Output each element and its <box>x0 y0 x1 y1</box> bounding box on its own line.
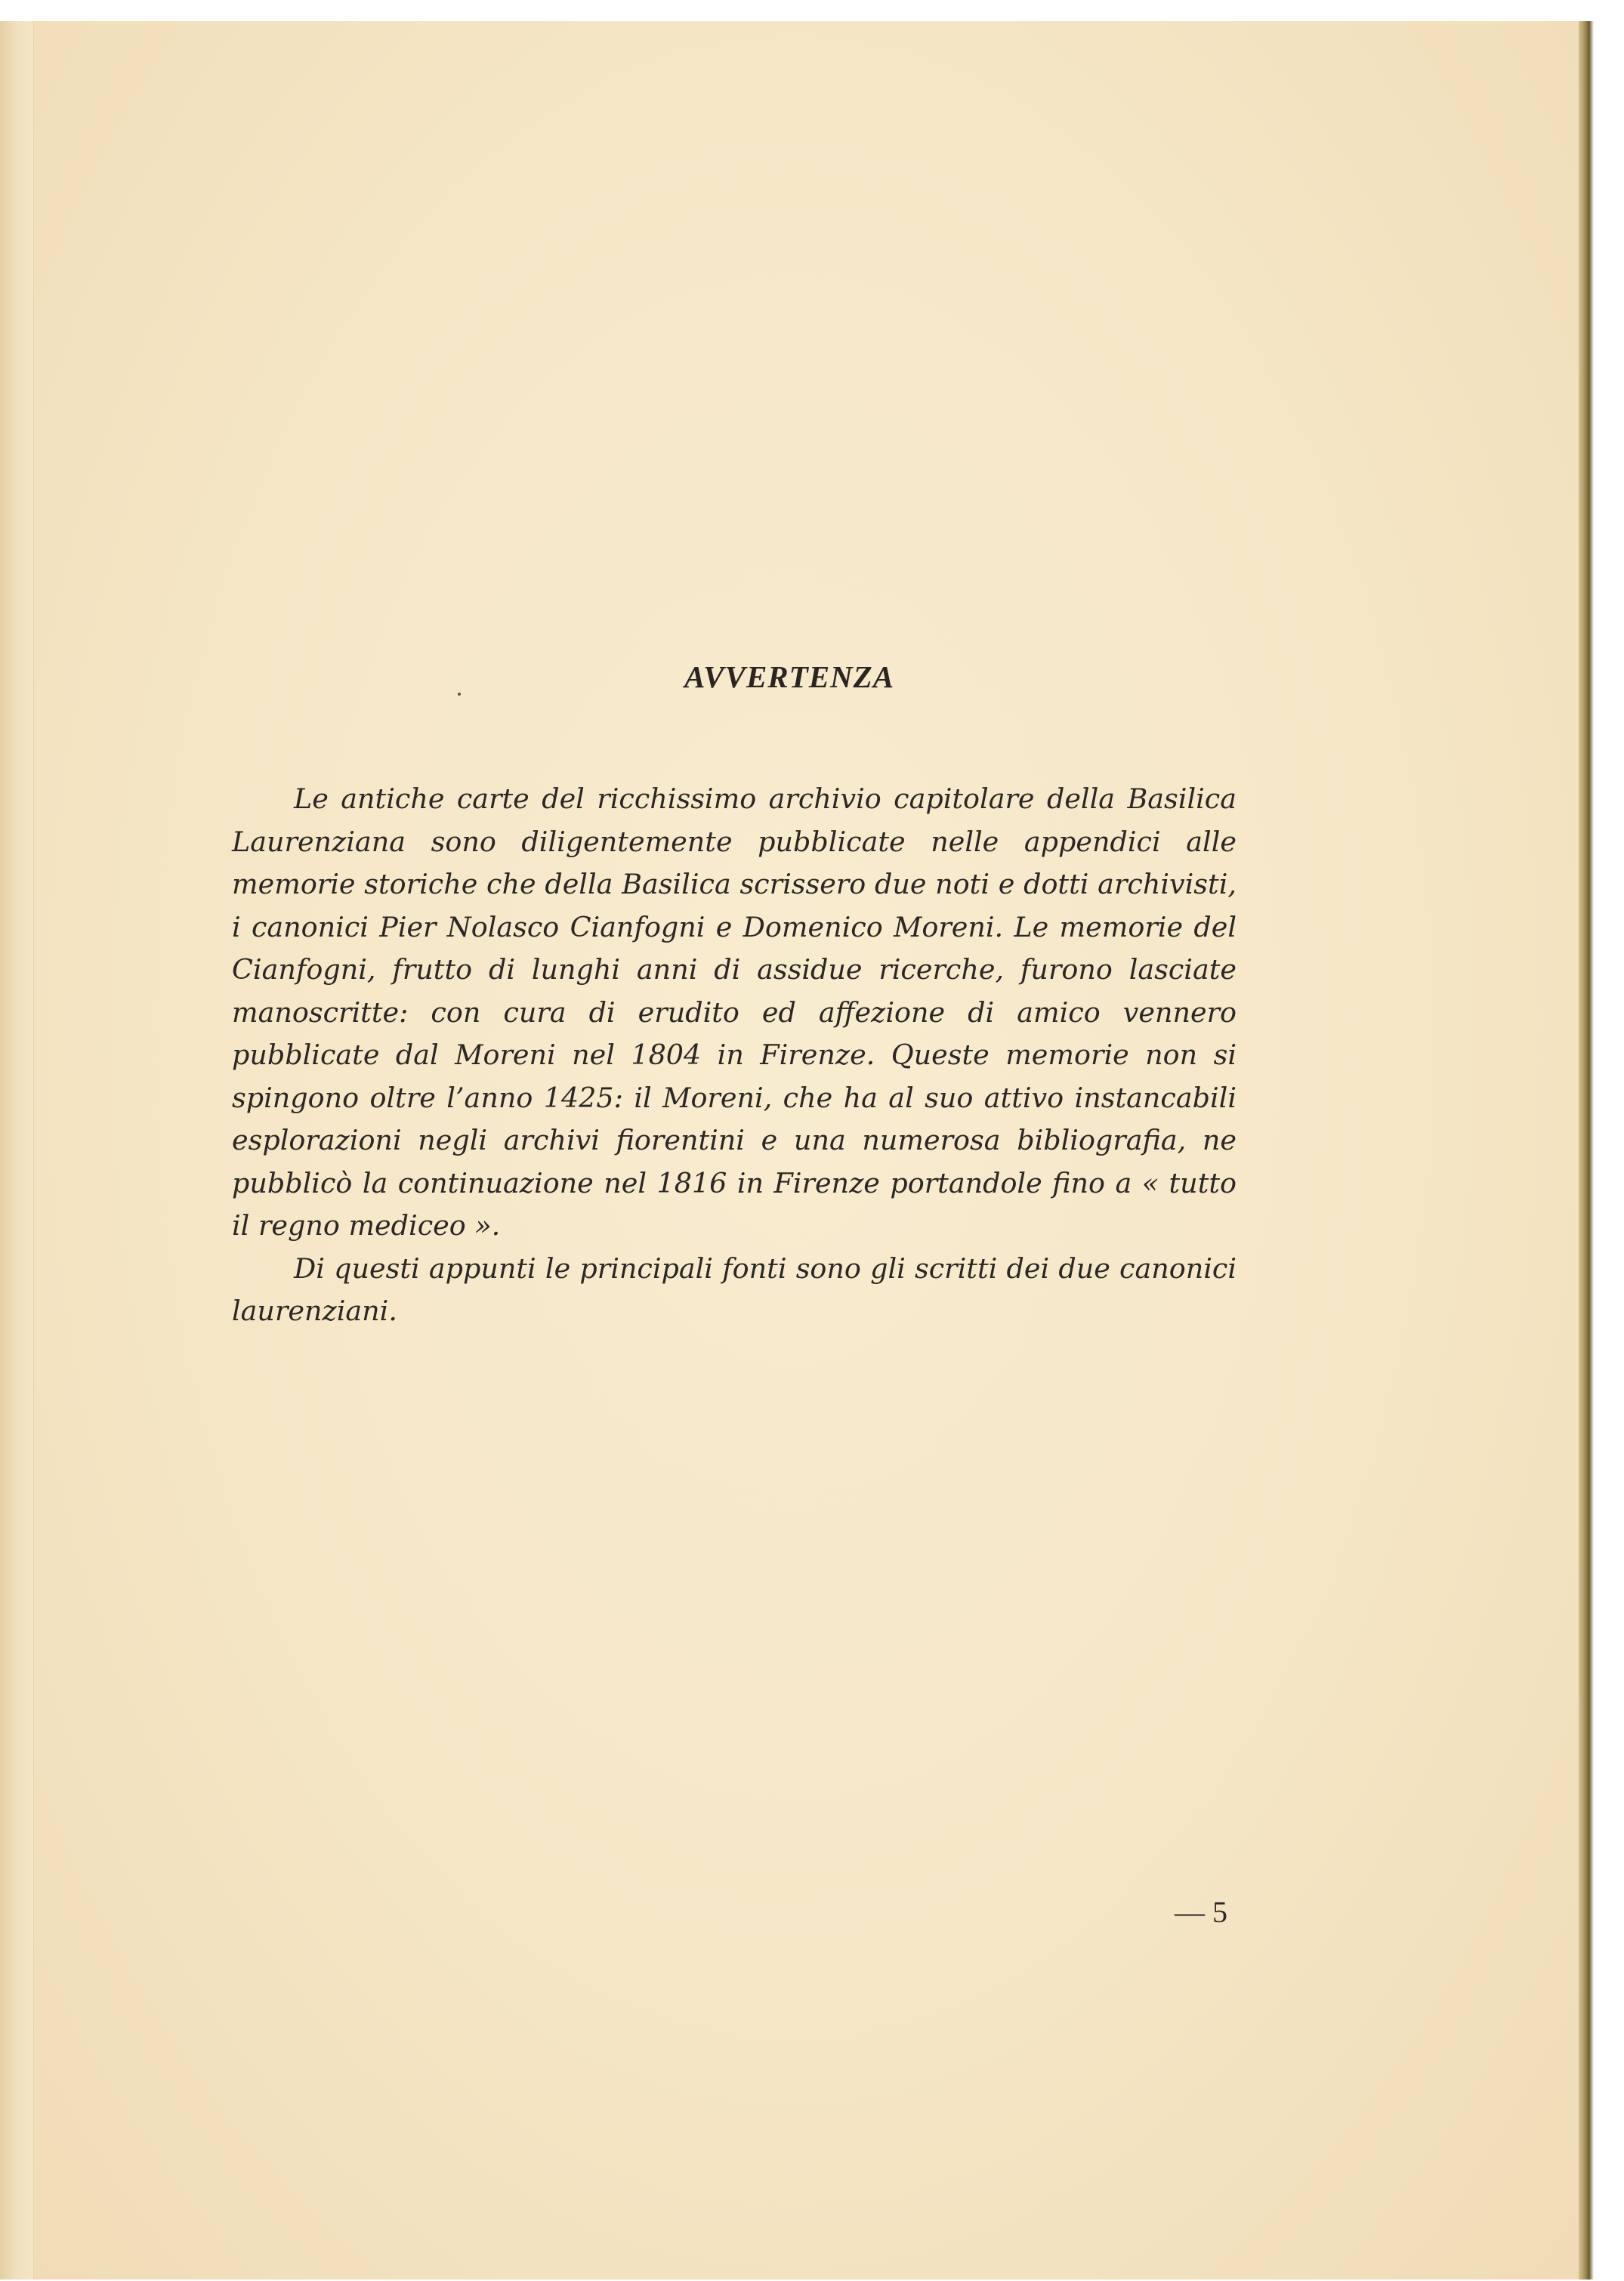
paragraph: Di questi appunti le principali fonti sono gli scritti dei due canonici laurenziani. <box>232 1252 1237 1327</box>
page-edge-shadow <box>1579 21 1594 2279</box>
binding-gutter <box>0 21 34 2279</box>
paragraph: Le antiche carte del ricchissimo archivio capitolare della Basilica Laurenziana sono diligentemente pubblicate nelle appendici alle memorie storiche che della Basilica scrissero due noti e dotti archivisti, i canonici Pier Nolasco Cianfogni e Domenico Moreni. Le memorie del Cianfogni, frutto di lunghi anni di assidue ricerche, furono lasciate manoscritte: con cura di erudito ed affezione di amico vennero pubblicate dal Moreni nel 1804 in Firenze. Queste memorie non si spingono oltre l’anno 1425: il Moreni, che ha al suo attivo instancabili esplorazioni negli archivi fiorentini e una numerosa bibliografia, ne pubblicò la continuazione nel 1816 in Firenze portandole fino a « tutto il regno mediceo ». <box>232 782 1237 1242</box>
page-title: AVVERTENZA <box>684 659 895 694</box>
page-edge <box>1594 27 1598 2278</box>
page-number: — 5 <box>1175 1895 1227 1929</box>
body-text <box>232 778 1237 1333</box>
